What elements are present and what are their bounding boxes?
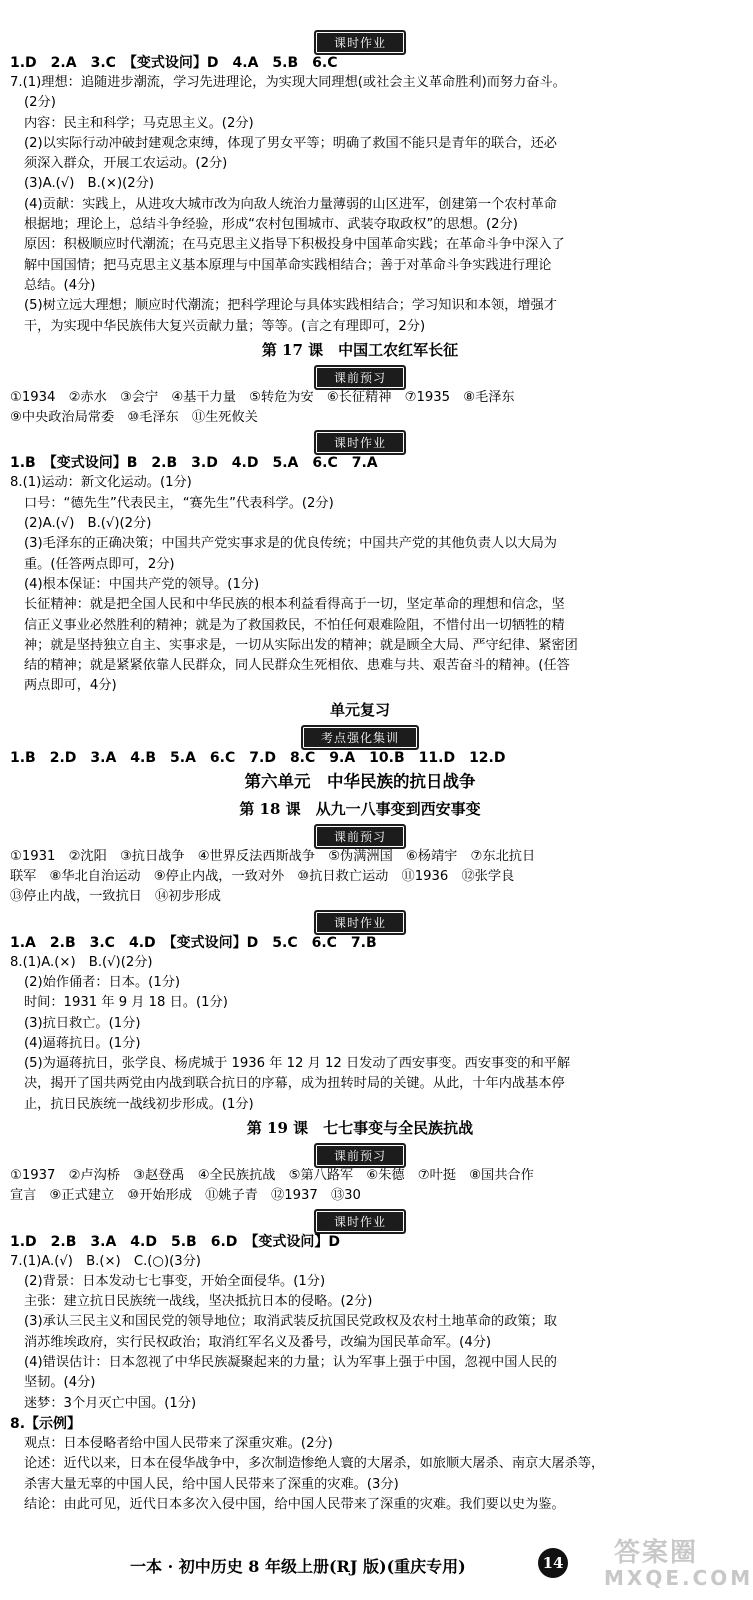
preview-badge: 课前预习 xyxy=(314,824,406,849)
answer-line: 坚韧。(4分) xyxy=(24,1375,96,1391)
answer-line: (4)贡献：实践上，从进攻大城市改为向敌人统治力量薄弱的山区进军，创建第一个农村革命 xyxy=(24,196,557,212)
preview-line: ⑬停止内战，一致抗日 ⑭初步形成 xyxy=(10,889,221,905)
preview-line: ①1937 ②卢沟桥 ③赵登禹 ④全民族抗战 ⑤第八路军 ⑥朱德 ⑦叶挺 ⑧国共合作 xyxy=(10,1167,534,1183)
review-train-badge: 考点强化集训 xyxy=(301,725,419,750)
preview-badge: 课前预习 xyxy=(314,1143,406,1168)
page-number: 14 xyxy=(538,1548,568,1578)
answer-line: (3)毛泽东的正确决策；中国共产党实事求是的优良传统；中国共产党的其他负责人以大局为 xyxy=(24,536,557,552)
answer-line: 结的精神；就是紧紧依靠人民群众，同人民群众生死相依、患难与共、艰苦奋斗的精神。(任答 xyxy=(24,658,570,674)
answer-line: 结论：由此可见，近代日本多次入侵中国，给中国人民带来了深重的灾难。我们要以史为鉴。 xyxy=(24,1496,565,1512)
answer-line: 干，为实现中华民族伟大复兴贡献力量；等等。(言之有理即可，2分) xyxy=(24,318,426,334)
answer-line: 原因：积极顺应时代潮流；在马克思主义指导下积极投身中国革命实践；在革命斗争中深入了 xyxy=(24,237,565,253)
answer-line: 根据地；理论上，总结斗争经验，形成“农村包围城市、武装夺取政权”的思想。(2分) xyxy=(24,217,518,233)
answer-line: (4)逼蒋抗日。(1分) xyxy=(24,1035,141,1051)
answer-line: (4)错误估计：日本忽视了中华民族凝聚起来的力量；认为军事上强于中国，忽视中国人民的 xyxy=(24,1355,557,1371)
answer-line: 主张：建立抗日民族统一战线，坚决抵抗日本的侵略。(2分) xyxy=(24,1294,373,1310)
answer-line: 杀害大量无辜的中国人民，给中国人民带来了深重的灾难。(3分) xyxy=(24,1476,399,1492)
answer-line: 8.(1)A.(×) B.(√)(2分) xyxy=(10,954,153,970)
homework-badge: 课时作业 xyxy=(314,430,406,455)
answer-line: 7.(1)A.(√) B.(×) C.(○)(3分) xyxy=(10,1253,201,1269)
answer-line: 时间：1931 年 9 月 18 日。(1分) xyxy=(24,995,228,1011)
answer-line: 须深入群众，开展工农运动。(2分) xyxy=(24,156,228,172)
choice-answers: 1.A 2.B 3.C 4.D 【变式设问】D 5.C 6.C 7.B xyxy=(10,934,377,951)
answer-line: 两点即可，4分) xyxy=(24,678,117,694)
answer-line: (4)根本保证：中国共产党的领导。(1分) xyxy=(24,576,260,592)
watermark-line2: MXQE.COM xyxy=(604,1566,753,1590)
lesson-19-title: 第 19 课 七七事变与全民族抗战 xyxy=(246,1118,474,1137)
answer-line: 消苏维埃政府，实行民权政治；取消红军名义及番号，改编为国民革命军。(4分) xyxy=(24,1334,492,1350)
answer-page xyxy=(10,28,710,1515)
answer-line: 迷梦：3个月灭亡中国。(1分) xyxy=(24,1395,197,1411)
answer-line: 8.(1)运动：新文化运动。(1分) xyxy=(10,475,192,491)
watermark-line1: 答案圈 xyxy=(614,1538,699,1568)
choice-answers: 1.B 【变式设问】B 2.B 3.D 4.D 5.A 6.C 7.A xyxy=(10,455,378,472)
unit-review-title: 单元复习 xyxy=(329,700,390,719)
preview-line: 联军 ⑧华北自治运动 ⑨停止内战，一致对外 ⑩抗日救亡运动 ⑪1936 ⑫张学良 xyxy=(10,869,515,885)
footer-book-title: 一本 · 初中历史 8 年级上册(RJ 版)(重庆专用) xyxy=(130,1557,466,1576)
choice-answers: 1.D 2.B 3.A 4.D 5.B 6.D 【变式设问】D xyxy=(10,1233,341,1250)
answer-line: (2)以实际行动冲破封建观念束缚，体现了男女平等；明确了救国不能只是青年的联合，还必 xyxy=(24,135,557,151)
answer-line: 重。(任答两点即可，2分) xyxy=(24,556,175,572)
answer-line: 信正义事业必然胜利的精神；就是为了救国救民，不怕任何艰难险阻，不惜付出一切牺牲的精 xyxy=(24,617,565,633)
question-8-label: 8.【示例】 xyxy=(10,1415,82,1432)
choice-answers: 1.D 2.A 3.C 【变式设问】D 4.A 5.B 6.C xyxy=(10,55,338,71)
answer-line: (5)为逼蒋抗日，张学良、杨虎城于 1936 年 12 月 12 日发动了西安事变。西安事变的和平解 xyxy=(24,1056,571,1072)
answer-line: 内容：民主和科学；马克思主义。(2分) xyxy=(24,115,254,131)
answer-line: (3)抗日救亡。(1分) xyxy=(24,1015,141,1031)
lesson-17-title: 第 17 课 中国工农红军长征 xyxy=(261,340,459,359)
preview-line: ①1934 ②赤水 ③会宁 ④基干力量 ⑤转危为安 ⑥长征精神 ⑦1935 ⑧毛泽东 xyxy=(10,389,515,405)
unit-6-title: 第六单元 中华民族的抗日战争 xyxy=(244,771,476,791)
homework-badge: 课时作业 xyxy=(314,1209,406,1234)
answer-line: (3)承认三民主义和国民党的领导地位；取消武装反抗国民党政权及农村土地革命的政策；取 xyxy=(24,1314,557,1330)
preview-line: 宣言 ⑨正式建立 ⑩开始形成 ⑪姚子青 ⑫1937 ⑬30 xyxy=(10,1188,361,1204)
preview-line: ①1931 ②沈阳 ③抗日战争 ④世界反法西斯战争 ⑤伪满洲国 ⑥杨靖宇 ⑦东北抗日 xyxy=(10,848,536,864)
section1-body xyxy=(10,73,710,337)
answer-line: (2分) xyxy=(24,95,56,111)
answer-line: (3)A.(√) B.(×)(2分) xyxy=(24,176,154,192)
choice-answers: 1.B 2.D 3.A 4.B 5.A 6.C 7.D 8.C 9.A 10.B 11.D 12.D xyxy=(10,749,506,766)
homework-badge: 课时作业 xyxy=(314,30,406,55)
watermark xyxy=(600,1532,753,1594)
answer-line: 止，抗日民族统一战线初步形成。(1分) xyxy=(24,1096,254,1112)
answer-line: (5)树立远大理想；顺应时代潮流；把科学理论与具体实践相结合；学习知识和本领，增强才 xyxy=(24,298,557,314)
answer-line: 总结。(4分) xyxy=(24,277,96,293)
answer-line: 论述：近代以来，日本在侵华战争中，多次制造惨绝人寰的大屠杀，如旅顺大屠杀、南京大屠杀等， xyxy=(24,1456,605,1472)
answer-line: 决，揭开了国共两党由内战到联合抗日的序幕，成为扭转时局的关键。从此，十年内战基本停 xyxy=(24,1076,565,1092)
answer-line: 7.(1)理想：追随进步潮流，学习先进理论，为实现大同理想(或社会主义革命胜利)而努力奋斗。 xyxy=(10,75,566,90)
answer-line: 口号：“德先生”代表民主，“赛先生”代表科学。(2分) xyxy=(24,495,334,511)
preview-badge: 课前预习 xyxy=(314,365,406,390)
homework-badge: 课时作业 xyxy=(314,910,406,935)
answer-line: 解中国国情；把马克思主义基本原理与中国革命实践相结合；善于对革命斗争实践进行理论 xyxy=(24,257,552,273)
answer-line: 神；就是坚持独立自主、实事求是，一切从实际出发的精神；就是顾全大局、严守纪律、紧密团 xyxy=(24,637,578,653)
answer-line: 长征精神：就是把全国人民和中华民族的根本利益看得高于一切，坚定革命的理想和信念，坚 xyxy=(24,597,565,613)
answer-line: (2)A.(√) B.(√)(2分) xyxy=(24,516,152,532)
answer-line: (2)始作俑者：日本。(1分) xyxy=(24,974,181,990)
answer-line: 观点：日本侵略者给中国人民带来了深重灾难。(2分) xyxy=(24,1435,333,1451)
preview-line: ⑨中央政治局常委 ⑩毛泽东 ⑪生死攸关 xyxy=(10,410,258,426)
answer-line: (2)背景：日本发动七七事变，开始全面侵华。(1分) xyxy=(24,1273,326,1289)
lesson-18-title: 第 18 课 从九一八事变到西安事变 xyxy=(239,799,481,818)
